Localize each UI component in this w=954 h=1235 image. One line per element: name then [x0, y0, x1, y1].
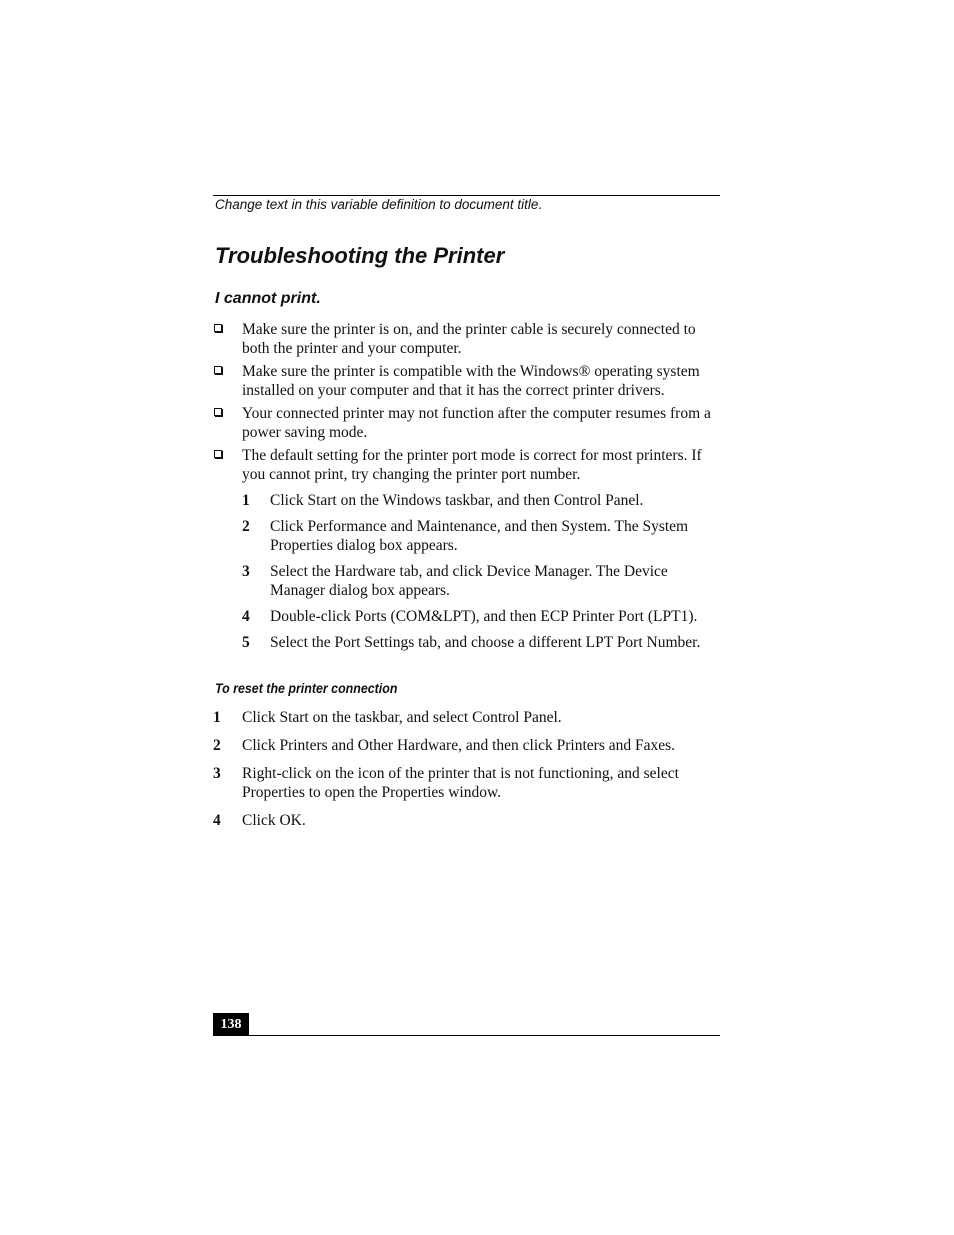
bullet-item	[213, 446, 720, 484]
header-rule	[213, 195, 720, 196]
checkbox-bullet-icon	[214, 366, 222, 374]
step-number: 4	[213, 812, 221, 829]
step-number: 2	[213, 737, 221, 754]
step-number: 1	[213, 709, 221, 726]
step-number: 1	[242, 492, 250, 509]
step-item	[242, 607, 720, 626]
bullet-item	[213, 320, 720, 358]
bullet-list	[213, 320, 720, 488]
step-text: Click Performance and Maintenance, and then System. The System Properties dialog box appears.	[270, 518, 689, 554]
step-text: Click Printers and Other Hardware, and then click Printers and Faxes.	[242, 737, 676, 754]
step-item	[242, 633, 720, 652]
page-number-badge: 138	[213, 1013, 249, 1036]
bullet-item	[213, 362, 720, 400]
bullet-text: The default setting for the printer port mode is correct for most printers. If you cannot print, try changing the printer port number.	[242, 447, 702, 483]
step-number: 5	[242, 634, 250, 651]
reset-steps-list	[213, 708, 720, 839]
page-title: Troubleshooting the Printer	[215, 243, 505, 268]
step-item	[242, 491, 720, 510]
section-subheading: I cannot print.	[215, 290, 321, 307]
step-number: 2	[242, 518, 250, 535]
step-text: Click Start on the Windows taskbar, and then Control Panel.	[270, 492, 644, 509]
step-item	[213, 708, 720, 727]
step-text: Click OK.	[242, 812, 306, 829]
step-text: Click Start on the taskbar, and select Control Panel.	[242, 709, 562, 726]
step-item	[242, 517, 720, 555]
step-text: Select the Port Settings tab, and choose a different LPT Port Number.	[270, 634, 701, 651]
step-number: 3	[213, 765, 221, 782]
step-text: Right-click on the icon of the printer that is not functioning, and select Properties to open the Properties window.	[242, 765, 679, 801]
step-text: Double-click Ports (COM&LPT), and then ECP Printer Port (LPT1).	[270, 608, 698, 625]
port-steps-list	[242, 491, 720, 659]
step-item	[213, 764, 720, 802]
step-number: 4	[242, 608, 250, 625]
step-text: Select the Hardware tab, and click Device Manager. The Device Manager dialog box appears.	[270, 563, 668, 599]
step-item	[242, 562, 720, 600]
checkbox-bullet-icon	[214, 324, 222, 332]
checkbox-bullet-icon	[214, 450, 222, 458]
footer-rule	[213, 1035, 720, 1036]
step-item	[213, 811, 720, 830]
checkbox-bullet-icon	[214, 408, 222, 416]
bullet-text: Your connected printer may not function after the computer resumes from a power saving mode.	[242, 405, 711, 441]
step-item	[213, 736, 720, 755]
procedure-heading: To reset the printer connection	[215, 681, 398, 696]
bullet-text: Make sure the printer is compatible with the Windows® operating system installed on your computer and that it has the correct printer drivers.	[242, 363, 700, 399]
bullet-item	[213, 404, 720, 442]
step-number: 3	[242, 563, 250, 580]
bullet-text: Make sure the printer is on, and the printer cable is securely connected to both the printer and your computer.	[242, 321, 696, 357]
running-header: Change text in this variable definition to document title.	[215, 197, 543, 212]
